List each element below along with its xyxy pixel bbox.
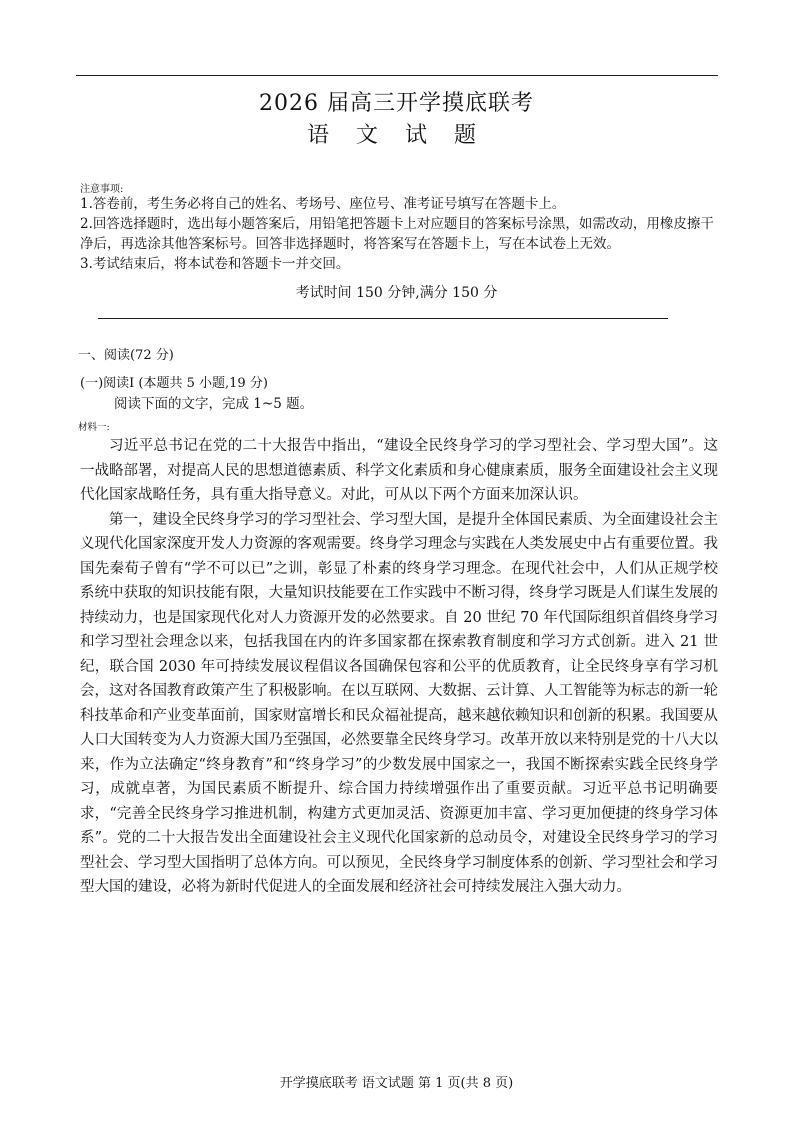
section-heading: 一、阅读(72 分) xyxy=(78,348,174,363)
note-item: 3.考试结束后，将本试卷和答题卡一并交回。 xyxy=(80,256,350,272)
note-item: 1.答卷前，考生务必将自己的姓名、考场号、座位号、准考证号填写在答题卡上。 xyxy=(80,196,566,212)
material-text xyxy=(80,434,718,900)
reading-instruction: 阅读下面的文字，完成 1~5 题。 xyxy=(114,396,314,412)
exam-time: 考试时间 150 分钟,满分 150 分 xyxy=(295,285,498,301)
subject-title: 语 文 试 题 xyxy=(307,123,486,148)
subsection-heading: (一)阅读Ⅰ (本题共 5 小题,19 分) xyxy=(80,376,268,391)
section-divider xyxy=(98,318,668,319)
exam-title: 2026 届高三开学摸底联考 xyxy=(259,91,534,116)
notes-list xyxy=(80,194,720,274)
note-item: 2.回答选择题时，选出每小题答案后，用铅笔把答题卡上对应题目的答案标号涂黑，如需改动，用橡皮擦干净后，再选涂其他答案标号。回答非选择题时，将答案写在答题卡上，写在本试卷上无效。 xyxy=(80,216,714,252)
page-footer: 开学摸底联考 语文试题 第 1 页(共 8 页) xyxy=(279,1076,514,1091)
material-label: 材料一: xyxy=(78,422,110,433)
paragraph: 第一，建设全民终身学习的学习型社会、学习型大国，是提升全体国民素质、为全面建设社会主义现代化国家深度开发人力资源的客观需要。终身学习理念与实践在人类发展史中占有重要位置。我国先秦荀子曾有“学不可以已”之训，彰显了朴素的终身学习理念。在现代社会中，人们从正规学校系统中获取的知识技能有限，大量知识技能要在工作实践中不断习得，终身学习既是人们谋生发展的持续动力，也是国家现代化对人力资源开发的必然要求。自 20 世纪 70 年代国际组织首倡终身学习和学习型社会理念以来，包括我国在内的许多国家都在探索教育制度和学习方式创新。进入 21 世纪，联合国 2030 年可持续发展议程倡议各国确保包容和公平的优质教育，让全民终身享有学习机会，这对各国教育政策产生了积极影响。在以互联网、大数据、云计算、人工智能等为标志的新一轮科技革命和产业变革面前，国家财富增长和民众福祉提高，越来越依赖知识和创新的积累。我国要从人口大国转变为人力资源大国乃至强国，必然要靠全民终身学习。改革开放以来特别是党的十八大以来，作为立法确定“终身教育”和“终身学习”的少数发展中国家之一，我国不断探索实践全民终身学习，成就卓著，为国民素质不断提升、综合国力持续增强作出了重要贡献。习近平总书记明确要求，“完善全民终身学习推进机制，构建方式更加灵活、资源更加丰富、学习更加便捷的终身学习体系”。党的二十大报告发出全面建设社会主义现代化国家新的总动员令，对建设全民终身学习的学习型社会、学习型大国指明了总体方向。可以预见，全民终身学习制度体系的创新、学习型社会和学习型大国的建设，必将为新时代促进人的全面发展和经济社会可持续发展注入强大动力。 xyxy=(80,511,718,895)
top-divider xyxy=(76,75,718,76)
paragraph: 习近平总书记在党的二十大报告中指出，“建设全民终身学习的学习型社会、学习型大国”。这一战略部署，对提高人民的思想道德素质、科学文化素质和身心健康素质，服务全面建设社会主义现代化国家战略任务，具有重大指导意义。对此，可从以下两个方面来加深认识。 xyxy=(80,438,718,503)
notes-heading: 注意事项: xyxy=(80,184,124,195)
